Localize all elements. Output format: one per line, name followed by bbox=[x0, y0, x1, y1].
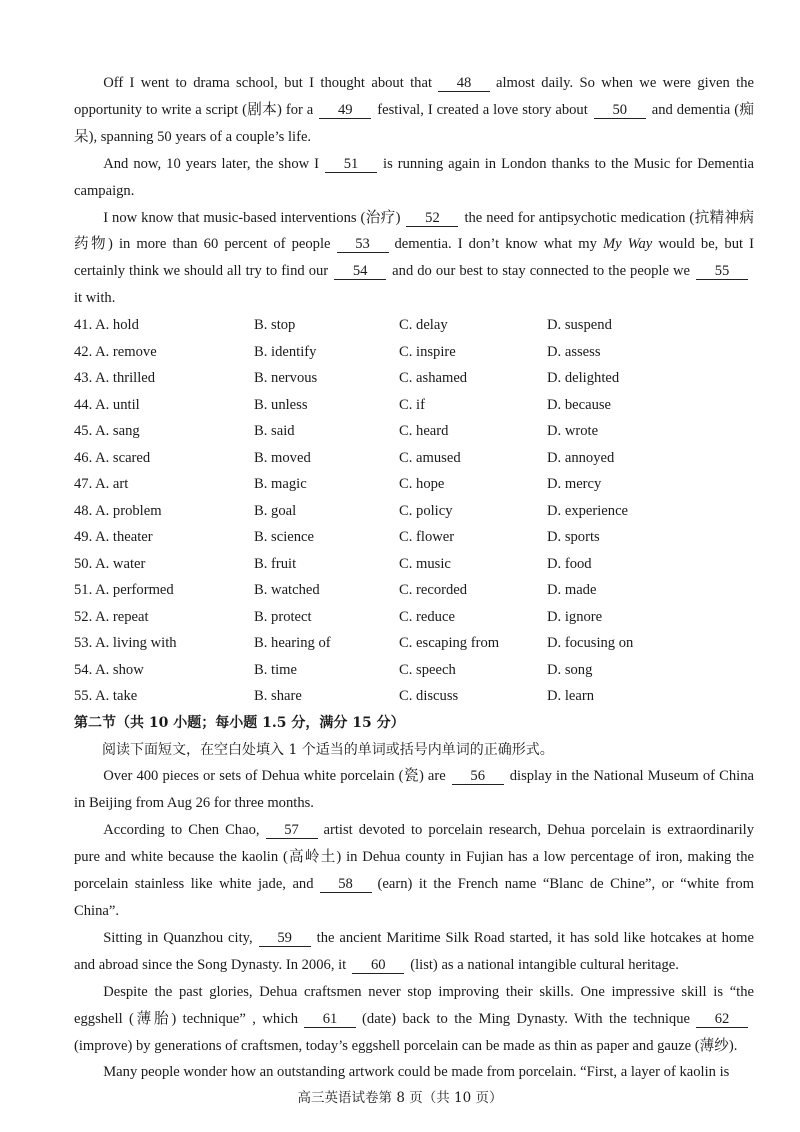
text-segment: (earn) it the French name “Blanc de Chine”, or “white from China”. bbox=[74, 876, 754, 919]
option-choice: C. escaping from bbox=[399, 635, 500, 652]
option-choice: 42. A. remove bbox=[74, 343, 157, 360]
option-choice: D. suspend bbox=[547, 317, 612, 334]
option-row bbox=[74, 657, 754, 684]
option-choice: B. hearing of bbox=[254, 635, 331, 652]
text-segment: and dementia (痴呆), spanning 50 years of a couple’s life. bbox=[74, 101, 754, 145]
option-choice: B. time bbox=[254, 661, 297, 678]
answer-blank: 55 bbox=[696, 264, 748, 280]
answer-blank: 56 bbox=[452, 769, 504, 785]
option-choice: D. made bbox=[547, 582, 597, 599]
text-segment: would be, but I certainly think we should all try to find our bbox=[74, 236, 754, 280]
text-segment: Over 400 pieces or sets of Dehua white porcelain (瓷) are bbox=[103, 768, 446, 785]
option-choice: 46. A. scared bbox=[74, 449, 151, 466]
paragraph bbox=[74, 817, 754, 925]
text-segment: display in the National Museum of China in Beijing from Aug 26 for three months. bbox=[74, 768, 754, 812]
text-segment: artist devoted to porcelain research, Dehua porcelain is extraordinarily pure and white because the kaolin (高岭土) in Dehua county in Fujian has a low percentage of iron, making the porcelain stainless like white jade, and bbox=[74, 822, 754, 893]
option-choice: D. sports bbox=[547, 529, 600, 546]
option-choice: C. hope bbox=[399, 476, 445, 493]
answer-blank: 52 bbox=[406, 211, 458, 227]
option-row bbox=[74, 445, 754, 472]
answer-blank: 51 bbox=[325, 157, 377, 173]
option-choice: 52. A. repeat bbox=[74, 608, 149, 625]
option-choice: B. share bbox=[254, 688, 302, 705]
text-segment: (date) back to the Ming Dynasty. With the technique bbox=[362, 1010, 690, 1027]
text-segment: it with. bbox=[74, 290, 116, 307]
option-row bbox=[74, 683, 754, 710]
option-choice: D. delighted bbox=[547, 370, 620, 387]
option-row bbox=[74, 498, 754, 525]
text-segment: Off I went to drama school, but I thought about that bbox=[103, 75, 433, 91]
option-choice: B. magic bbox=[254, 476, 307, 493]
paragraph bbox=[74, 979, 754, 1060]
option-row bbox=[74, 312, 754, 339]
cloze-options bbox=[74, 312, 754, 710]
text-segment: (list) as a national intangible cultural heritage. bbox=[410, 956, 679, 973]
text-segment: the ancient Maritime Silk Road started, it has sold like hotcakes at home and abroad since the Song Dynasty. In 2006, it bbox=[74, 929, 754, 973]
option-choice: D. wrote bbox=[547, 423, 599, 440]
text-segment: Despite the past glories, Dehua craftsmen never stop improving their skills. One impressive skill is “the eggshell (薄胎) technique” , which bbox=[74, 983, 754, 1027]
paragraph bbox=[74, 1059, 754, 1086]
text-segment: And now, 10 years later, the show I bbox=[103, 155, 320, 172]
option-choice: 48. A. problem bbox=[74, 502, 162, 519]
option-row bbox=[74, 604, 754, 631]
paragraph bbox=[74, 70, 754, 151]
option-choice: D. learn bbox=[547, 688, 595, 705]
option-choice: C. heard bbox=[399, 423, 449, 440]
option-row bbox=[74, 365, 754, 392]
option-choice: 54. A. show bbox=[74, 661, 144, 678]
option-row bbox=[74, 471, 754, 498]
text-segment: almost daily. So when we were given the opportunity to write a script (剧本) for a bbox=[74, 75, 754, 118]
option-choice: D. annoyed bbox=[547, 449, 615, 466]
option-choice: C. reduce bbox=[399, 608, 455, 625]
option-choice: 43. A. thrilled bbox=[74, 370, 156, 387]
option-choice: B. nervous bbox=[254, 370, 318, 387]
option-choice: B. goal bbox=[254, 502, 297, 519]
option-choice: 49. A. theater bbox=[74, 529, 153, 546]
text-segment: dementia. I don’t know what my bbox=[394, 236, 597, 253]
answer-blank: 54 bbox=[334, 264, 386, 280]
text-segment: (improve) by generations of craftsmen, today’s eggshell porcelain can be made as thin as paper and gauze (薄纱). bbox=[74, 1037, 738, 1054]
answer-blank: 53 bbox=[337, 237, 389, 253]
option-choice: 47. A. art bbox=[74, 476, 129, 493]
option-choice: B. identify bbox=[254, 343, 317, 360]
option-choice: D. ignore bbox=[547, 608, 603, 625]
option-choice: B. stop bbox=[254, 317, 296, 334]
answer-blank: 58 bbox=[320, 877, 372, 893]
option-choice: C. discuss bbox=[399, 688, 459, 705]
option-choice: B. unless bbox=[254, 396, 308, 413]
answer-blank: 62 bbox=[696, 1012, 748, 1028]
option-choice: B. said bbox=[254, 423, 295, 440]
option-choice: D. food bbox=[547, 555, 592, 572]
option-choice: D. assess bbox=[547, 343, 601, 360]
italic-title: My Way bbox=[602, 236, 653, 253]
answer-blank: 50 bbox=[594, 103, 646, 119]
option-choice: C. flower bbox=[399, 529, 455, 546]
option-choice: C. inspire bbox=[399, 343, 456, 360]
option-choice: C. ashamed bbox=[399, 370, 468, 387]
option-choice: B. watched bbox=[254, 582, 320, 599]
text-segment: and do our best to stay connected to the people we bbox=[392, 263, 690, 280]
option-row bbox=[74, 551, 754, 578]
text-segment: is running again in London thanks to the Music for Dementia campaign. bbox=[74, 155, 754, 199]
paragraph bbox=[74, 205, 754, 313]
option-row bbox=[74, 392, 754, 419]
option-choice: B. protect bbox=[254, 608, 312, 625]
option-choice: 41. A. hold bbox=[74, 317, 139, 334]
option-choice: 55. A. take bbox=[74, 688, 138, 705]
option-row bbox=[74, 577, 754, 604]
option-choice: 50. A. water bbox=[74, 555, 146, 572]
cloze-passage bbox=[74, 70, 754, 312]
option-choice: C. amused bbox=[399, 449, 461, 466]
page-footer: 高三英语试卷第 8 页（共 10 页） bbox=[297, 1090, 503, 1106]
text-segment: the need for antipsychotic medication (抗精神病药物) in more than 60 percent of people bbox=[74, 209, 754, 253]
answer-blank: 49 bbox=[319, 103, 371, 119]
paragraph bbox=[74, 763, 754, 817]
answer-blank: 60 bbox=[352, 958, 404, 974]
answer-blank: 57 bbox=[266, 823, 318, 839]
option-choice: B. science bbox=[254, 529, 314, 546]
exam-page-content bbox=[74, 70, 754, 1086]
paragraph bbox=[74, 925, 754, 979]
option-choice: 45. A. sang bbox=[74, 423, 140, 440]
option-choice: B. fruit bbox=[254, 555, 297, 572]
section-instruction: 阅读下面短文，在空白处填入 1 个适当的单词或括号内单词的正确形式。 bbox=[102, 741, 554, 758]
section-title: 第二节（共 10 小题；每小题 1.5 分，满分 15 分） bbox=[74, 714, 405, 731]
text-segment: festival, I created a love story about bbox=[377, 101, 588, 118]
option-choice: C. if bbox=[399, 396, 425, 413]
fill-in-passage bbox=[74, 763, 754, 1086]
answer-blank: 48 bbox=[438, 76, 490, 92]
answer-blank: 59 bbox=[259, 931, 311, 947]
option-choice: C. policy bbox=[399, 502, 453, 519]
option-choice: 51. A. performed bbox=[74, 582, 174, 599]
option-row bbox=[74, 418, 754, 445]
option-choice: C. recorded bbox=[399, 582, 468, 599]
option-row bbox=[74, 339, 754, 366]
option-choice: 53. A. living with bbox=[74, 635, 177, 652]
option-choice: C. music bbox=[399, 555, 451, 572]
option-choice: 44. A. until bbox=[74, 396, 140, 413]
text-segment: I now know that music-based interventions (治疗) bbox=[103, 209, 401, 226]
option-choice: B. moved bbox=[254, 449, 311, 466]
option-row bbox=[74, 630, 754, 657]
text-segment: According to Chen Chao, bbox=[103, 822, 260, 839]
option-choice: D. song bbox=[547, 661, 593, 678]
paragraph bbox=[74, 151, 754, 205]
option-choice: D. because bbox=[547, 396, 612, 413]
option-choice: C. speech bbox=[399, 661, 456, 678]
option-choice: D. mercy bbox=[547, 476, 602, 493]
text-segment: Many people wonder how an outstanding artwork could be made from porcelain. “First, a layer of kaolin is bbox=[103, 1064, 730, 1081]
option-choice: D. focusing on bbox=[547, 635, 634, 652]
option-choice: D. experience bbox=[547, 502, 629, 519]
answer-blank: 61 bbox=[304, 1012, 356, 1028]
option-choice: C. delay bbox=[399, 317, 448, 334]
text-segment: Sitting in Quanzhou city, bbox=[103, 929, 253, 946]
option-row bbox=[74, 524, 754, 551]
